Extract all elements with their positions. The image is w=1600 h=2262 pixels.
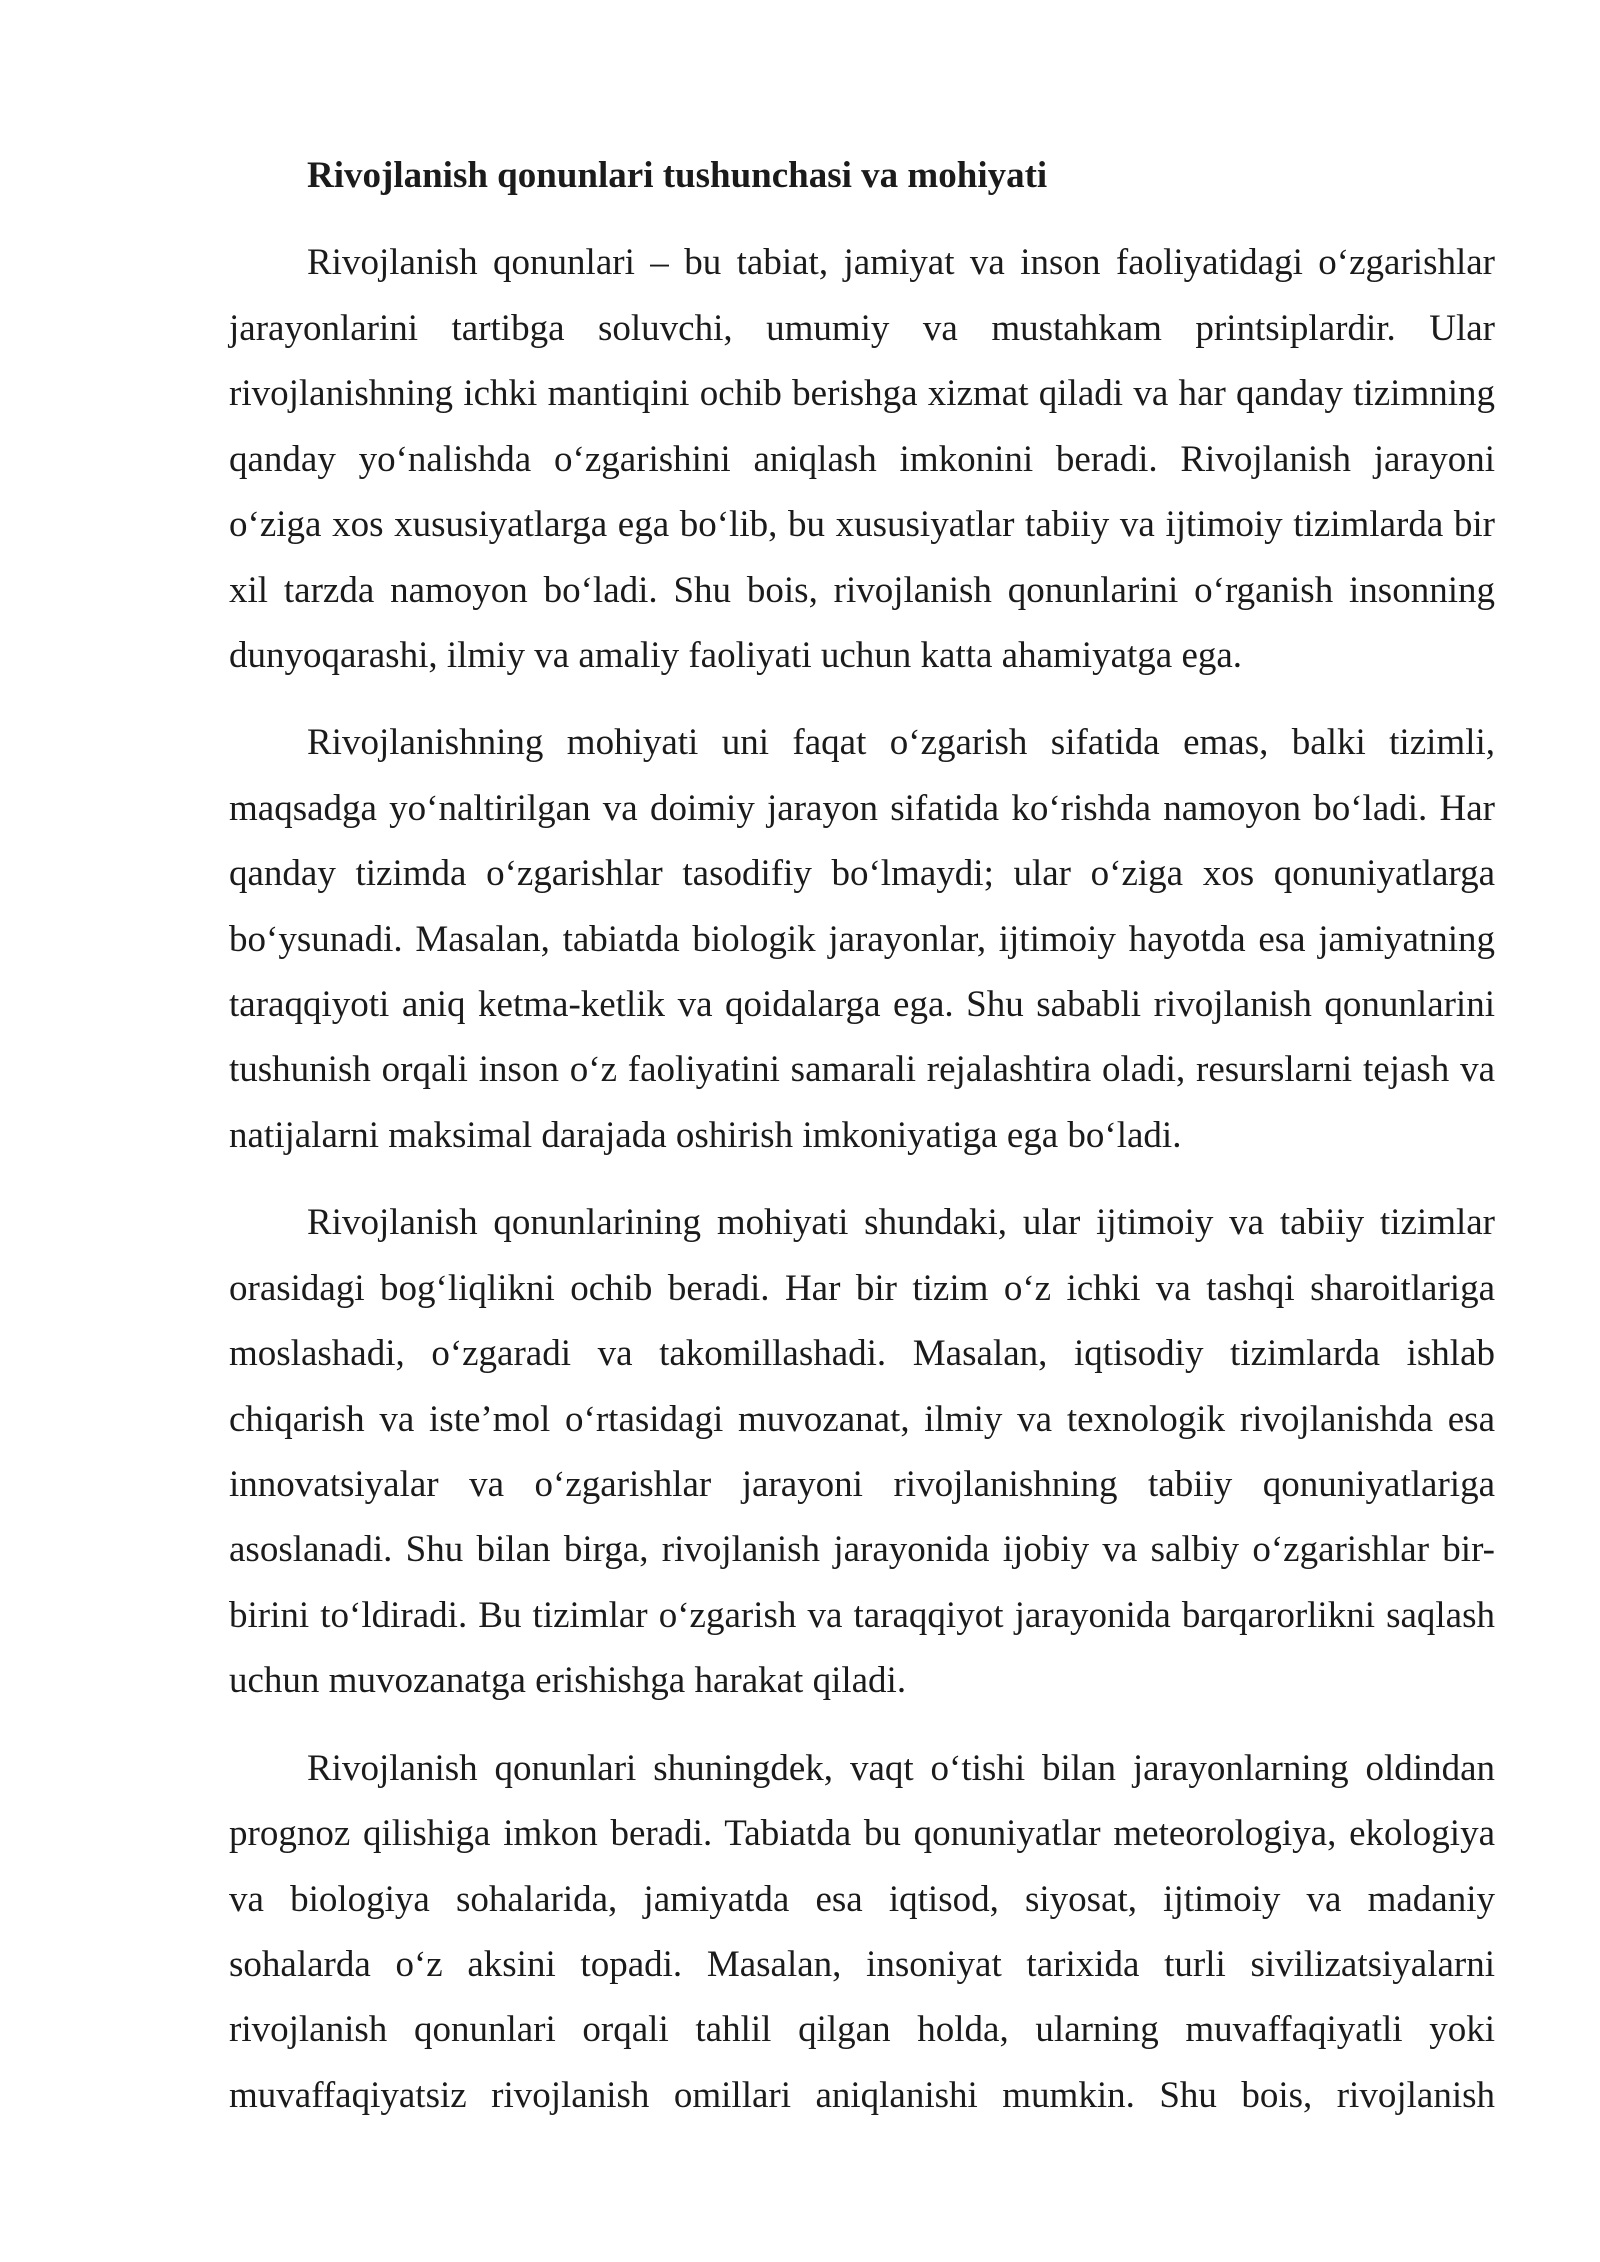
paragraph-1: [229, 230, 1495, 688]
paragraph-line: tushunish orqali inson o‘z faoliyatini samarali rejalashtira oladi, resurslarni tejash va: [229, 1049, 1495, 1091]
paragraph-line: dunyoqarashi, ilmiy va amaliy faoliyati uchun katta ahamiyatga ega.: [229, 634, 1243, 676]
paragraph-line: bo‘ysunadi. Masalan, tabiatda biologik jarayonlar, ijtimoiy hayotda esa jamiyatning: [229, 918, 1495, 960]
paragraph-line: asoslanadi. Shu bilan birga, rivojlanish jarayonida ijobiy va salbiy o‘zgarishlar bir-: [229, 1529, 1495, 1571]
paragraph-line: prognoz qilishiga imkon beradi. Tabiatda bu qonuniyatlar meteorologiya, ekologiya: [229, 1813, 1495, 1855]
paragraph-line: maqsadga yo‘naltirilgan va doimiy jarayon sifatida ko‘rishda namoyon bo‘ladi. Har: [229, 787, 1495, 829]
section-heading: Rivojlanish qonunlari tushunchasi va mohiyati: [307, 155, 1048, 196]
paragraph-line: jarayonlarini tartibga soluvchi, umumiy va mustahkam printsiplardir. Ular: [229, 307, 1495, 349]
paragraph-line: taraqqiyoti aniq ketma-ketlik va qoidalarga ega. Shu sababli rivojlanish qonunlarini: [229, 984, 1495, 1026]
paragraph-line: innovatsiyalar va o‘zgarishlar jarayoni rivojlanishning tabiiy qonuniyatlariga: [229, 1464, 1495, 1505]
paragraph-line: Rivojlanish qonunlari shuningdek, vaqt o‘tishi bilan jarayonlarning oldindan: [307, 1747, 1495, 1789]
paragraph-line: moslashadi, o‘zgaradi va takomillashadi. Masalan, iqtisodiy tizimlarda ishlab: [229, 1333, 1495, 1375]
paragraph-line: o‘ziga xos xususiyatlarga ega bo‘lib, bu xususiyatlar tabiiy va ijtimoiy tizimlarda bir: [229, 504, 1495, 546]
paragraph-line: rivojlanishning ichki mantiqini ochib berishga xizmat qiladi va har qanday tizimning: [229, 373, 1495, 415]
paragraph-3: [229, 1190, 1495, 1714]
paragraph-line: qanday tizimda o‘zgarishlar tasodifiy bo‘lmaydi; ular o‘ziga xos qonuniyatlarga: [229, 853, 1495, 895]
paragraph-line: sohalarda o‘z aksini topadi. Masalan, insoniyat tarixida turli sivilizatsiyalarni: [229, 1943, 1495, 1985]
paragraph-line: uchun muvozanatga erishishga harakat qiladi.: [229, 1660, 907, 1702]
document-page: [229, 143, 1495, 2150]
paragraph-line: orasidagi bog‘liqlikni ochib beradi. Har bir tizim o‘z ichki va tashqi sharoitlariga: [229, 1267, 1495, 1309]
paragraph-line: natijalarni maksimal darajada oshirish imkoniyatiga ega bo‘ladi.: [229, 1114, 1182, 1156]
paragraph-line: muvaffaqiyatsiz rivojlanish omillari aniqlanishi mumkin. Shu bois, rivojlanish: [229, 2074, 1495, 2116]
paragraph-line: qanday yo‘nalishda o‘zgarishini aniqlash imkonini beradi. Rivojlanish jarayoni: [229, 438, 1495, 480]
paragraph-line: Rivojlanish qonunlarining mohiyati shundaki, ular ijtimoiy va tabiiy tizimlar: [307, 1202, 1495, 1244]
paragraph-2: [229, 710, 1495, 1168]
paragraph-line: birini to‘ldiradi. Bu tizimlar o‘zgarish va taraqqiyot jarayonida barqarorlikni saqlash: [229, 1594, 1495, 1636]
paragraph-line: chiqarish va iste’mol o‘rtasidagi muvozanat, ilmiy va texnologik rivojlanishda esa: [229, 1398, 1495, 1440]
paragraph-line: Rivojlanishning mohiyati uni faqat o‘zgarish sifatida emas, balki tizimli,: [307, 722, 1495, 764]
paragraph-line: Rivojlanish qonunlari – bu tabiat, jamiyat va inson faoliyatidagi o‘zgarishlar: [307, 242, 1495, 284]
paragraph-line: rivojlanish qonunlari orqali tahlil qilgan holda, ularning muvaffaqiyatli yoki: [229, 2009, 1495, 2051]
paragraph-4: [229, 1736, 1495, 2129]
paragraph-line: va biologiya sohalarida, jamiyatda esa iqtisod, siyosat, ijtimoiy va madaniy: [229, 1878, 1495, 1920]
paragraph-line: xil tarzda namoyon bo‘ladi. Shu bois, rivojlanish qonunlarini o‘rganish insonning: [229, 569, 1495, 611]
